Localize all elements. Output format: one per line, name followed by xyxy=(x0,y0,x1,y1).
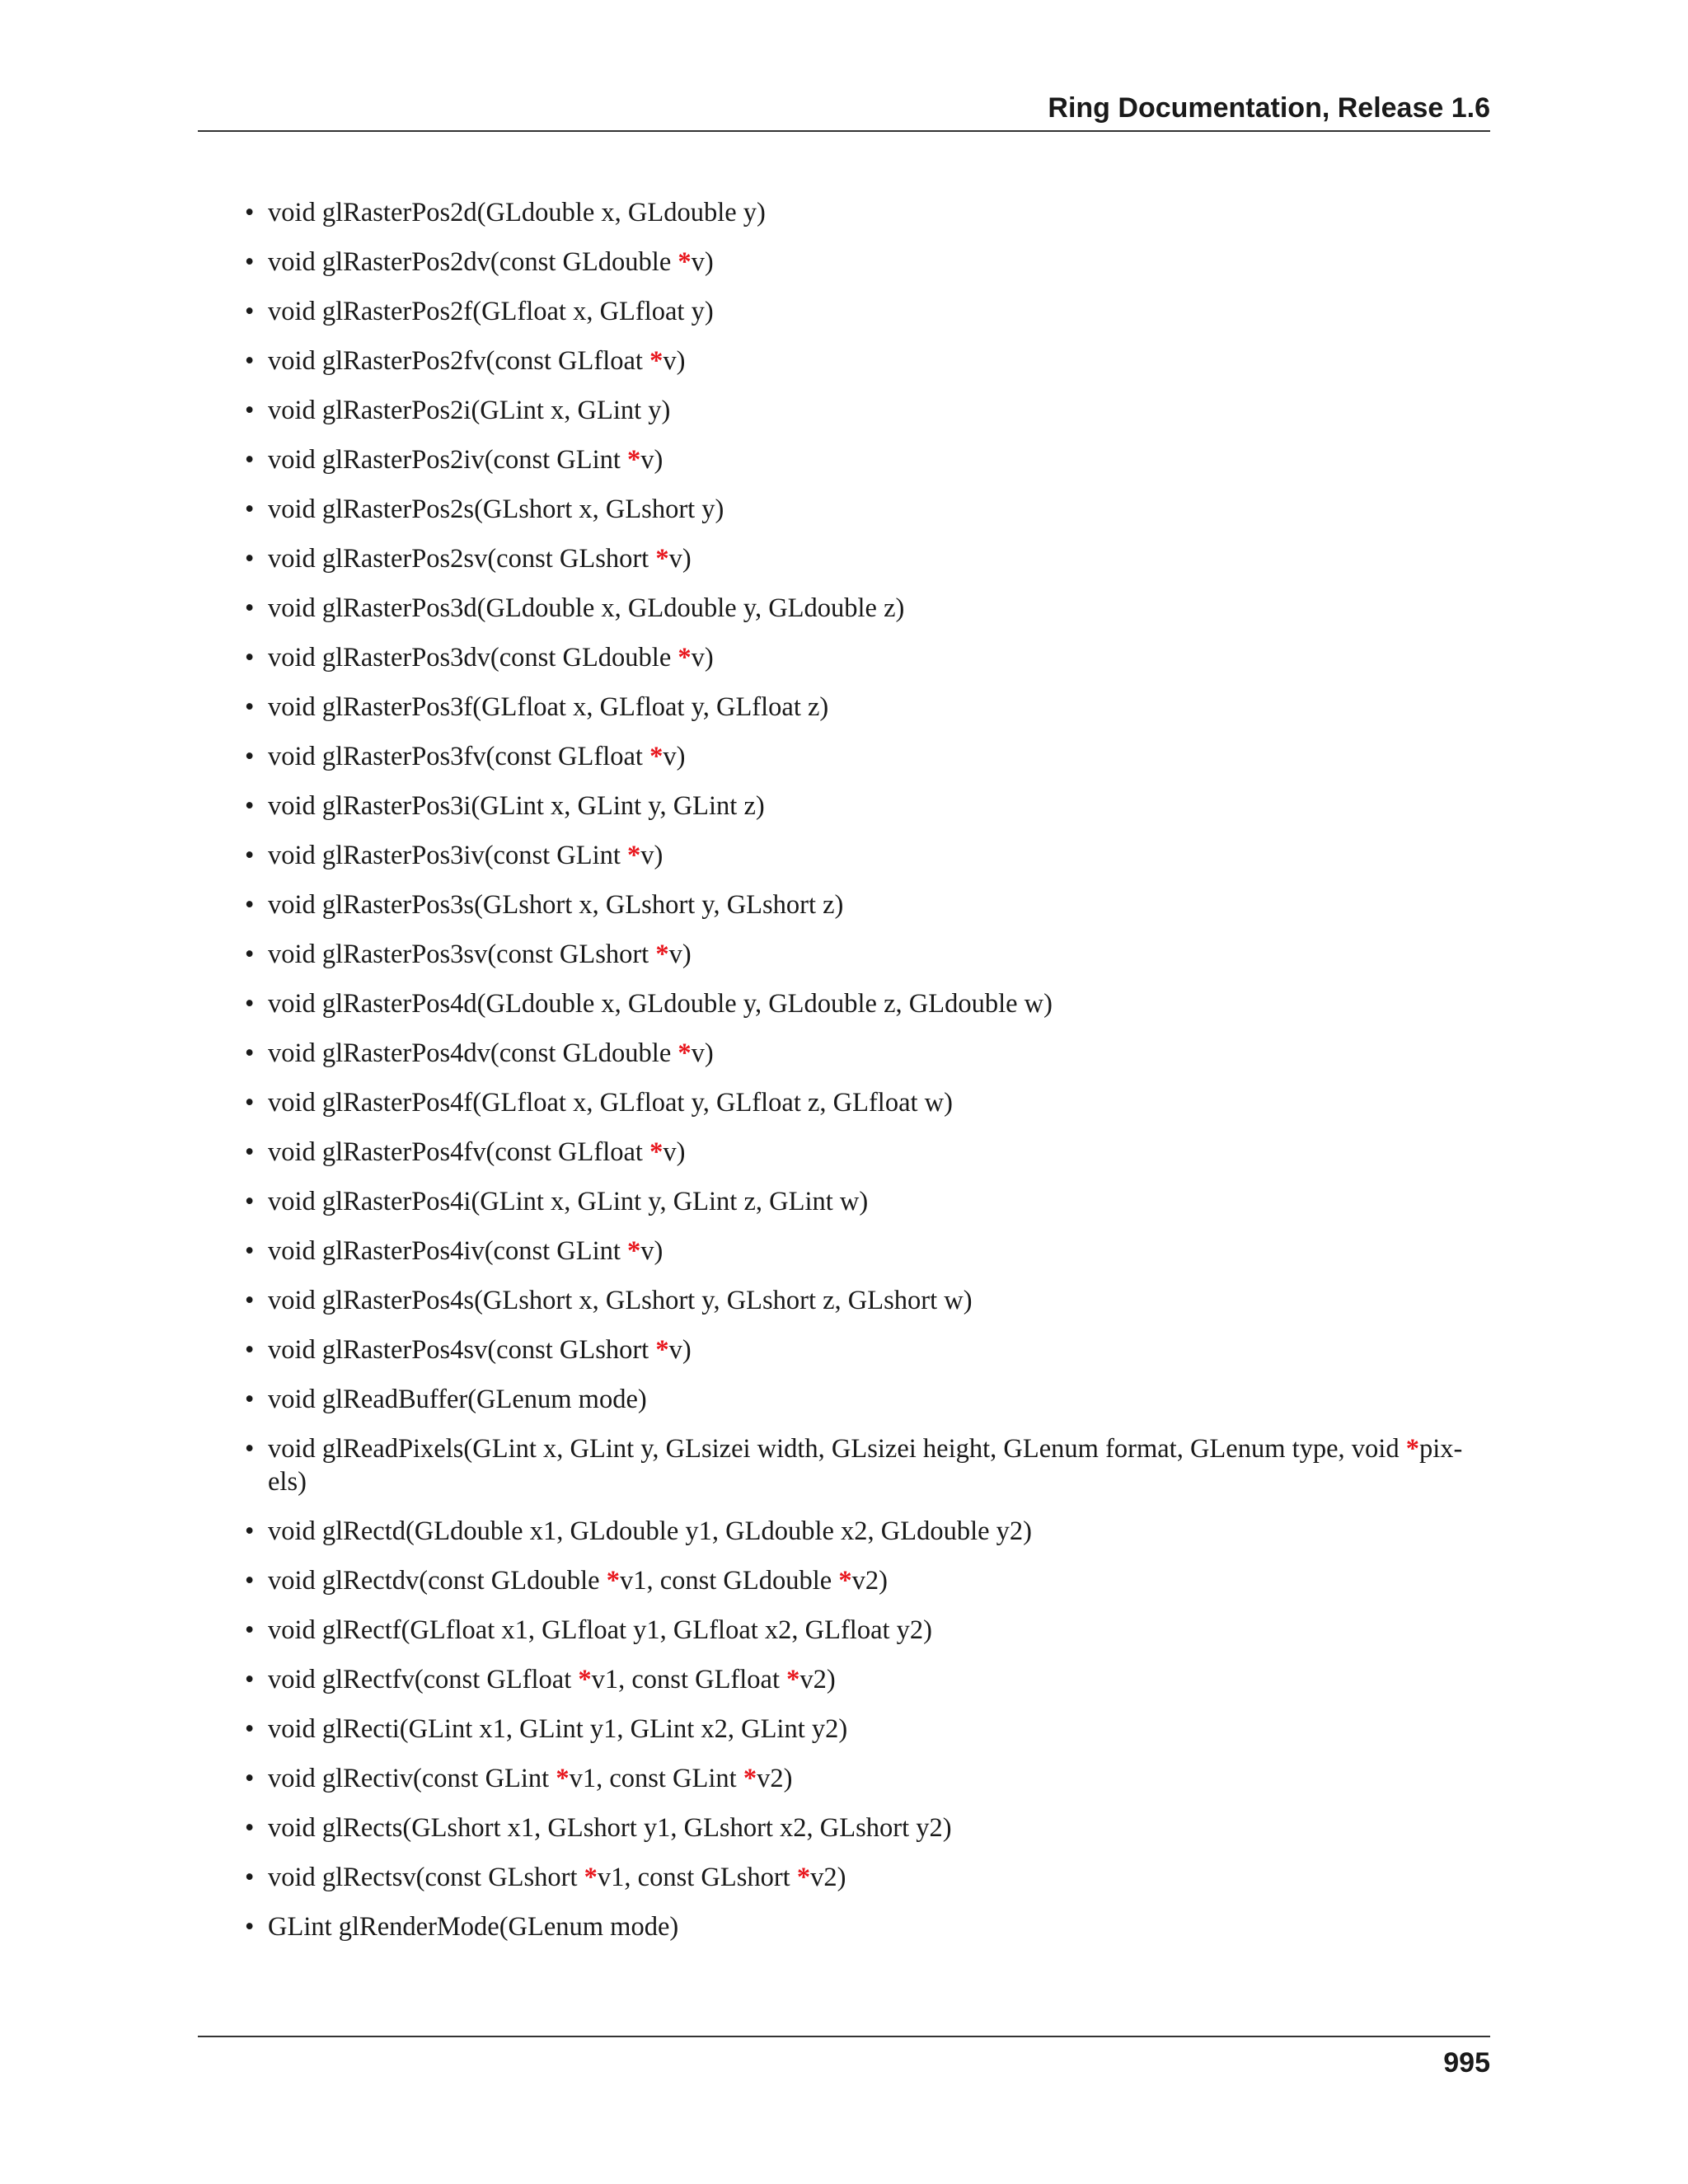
function-signature-list xyxy=(245,196,1492,1960)
list-item xyxy=(245,443,1492,476)
pointer-star: * xyxy=(627,841,641,870)
pointer-star: * xyxy=(678,247,692,277)
bullet-icon: • xyxy=(245,1088,255,1118)
signature-text: v) xyxy=(691,247,714,277)
bullet-icon: • xyxy=(245,1137,255,1167)
list-item xyxy=(245,790,1492,823)
pointer-star: * xyxy=(1405,1434,1419,1464)
bullet-icon: • xyxy=(245,1434,255,1464)
list-item xyxy=(245,641,1492,674)
list-item xyxy=(245,1235,1492,1268)
pointer-star: * xyxy=(556,1764,570,1793)
signature-text: v2) xyxy=(851,1566,888,1596)
bullet-icon: • xyxy=(245,1236,255,1266)
pointer-star: * xyxy=(584,1863,598,1892)
bullet-icon: • xyxy=(245,1566,255,1596)
pointer-star: * xyxy=(649,346,663,376)
bullet-icon: • xyxy=(245,940,255,969)
bullet-icon: • xyxy=(245,1764,255,1793)
pointer-star: * xyxy=(838,1566,852,1596)
signature-text: v2) xyxy=(757,1764,793,1793)
list-item xyxy=(245,1136,1492,1169)
page-header xyxy=(198,91,1490,132)
signature-text: v) xyxy=(668,1335,692,1365)
signature-text: void glRasterPos2dv(const GLdouble xyxy=(268,247,678,277)
signature-text: void glRasterPos3i(GLint x, GLint y, GLint z) xyxy=(268,791,765,821)
list-item xyxy=(245,1086,1492,1119)
list-item xyxy=(245,1432,1492,1498)
signature-text: void glRasterPos4sv(const GLshort xyxy=(268,1335,656,1365)
bullet-icon: • xyxy=(245,989,255,1019)
signature-text: void glRasterPos2fv(const GLfloat xyxy=(268,346,650,376)
signature-text: void glRasterPos2f(GLfloat x, GLfloat y) xyxy=(268,297,714,326)
bullet-icon: • xyxy=(245,643,255,673)
bullet-icon: • xyxy=(245,841,255,870)
signature-text: void glRasterPos4s(GLshort x, GLshort y, GLshort z, GLshort w) xyxy=(268,1286,973,1315)
bullet-icon: • xyxy=(245,742,255,771)
list-item xyxy=(245,344,1492,377)
pointer-star: * xyxy=(649,1137,663,1167)
signature-text: v) xyxy=(668,940,692,969)
signature-text: void glRasterPos3f(GLfloat x, GLfloat y, GLfloat z) xyxy=(268,692,829,722)
pointer-star: * xyxy=(655,940,669,969)
signature-text: v1, const GLint xyxy=(569,1764,743,1793)
page-number: 995 xyxy=(1443,2047,1490,2079)
list-item xyxy=(245,295,1492,328)
signature-text: v1, const GLshort xyxy=(597,1863,797,1892)
pointer-star: * xyxy=(678,643,692,673)
signature-text: void glRasterPos3fv(const GLfloat xyxy=(268,742,650,771)
bullet-icon: • xyxy=(245,593,255,623)
signature-text: v) xyxy=(640,1236,663,1266)
list-item xyxy=(245,888,1492,921)
pointer-star: * xyxy=(627,445,641,475)
list-item xyxy=(245,987,1492,1020)
signature-text: GLint glRenderMode(GLenum mode) xyxy=(268,1912,679,1942)
pointer-star: * xyxy=(578,1665,592,1694)
bullet-icon: • xyxy=(245,494,255,524)
signature-text: void glRasterPos4iv(const GLint xyxy=(268,1236,628,1266)
list-item xyxy=(245,196,1492,229)
bullet-icon: • xyxy=(245,1335,255,1365)
signature-text: void glRectfv(const GLfloat xyxy=(268,1665,579,1694)
signature-text: v2) xyxy=(799,1665,836,1694)
signature-text: void glRasterPos3s(GLshort x, GLshort y, GLshort z) xyxy=(268,890,844,920)
bullet-icon: • xyxy=(245,1516,255,1546)
signature-text: void glRasterPos2i(GLint x, GLint y) xyxy=(268,396,671,425)
list-item xyxy=(245,394,1492,427)
pointer-star: * xyxy=(743,1764,757,1793)
list-item xyxy=(245,938,1492,971)
signature-text: void glRects(GLshort x1, GLshort y1, GLshort x2, GLshort y2) xyxy=(268,1813,952,1843)
signature-text: v1, const GLdouble xyxy=(619,1566,839,1596)
signature-text: void glRasterPos2sv(const GLshort xyxy=(268,544,656,574)
signature-text: void glRasterPos3d(GLdouble x, GLdouble y, GLdouble z) xyxy=(268,593,905,623)
bullet-icon: • xyxy=(245,396,255,425)
list-item xyxy=(245,1762,1492,1795)
signature-text: v2) xyxy=(810,1863,846,1892)
pointer-star: * xyxy=(655,1335,669,1365)
bullet-icon: • xyxy=(245,1813,255,1843)
pointer-star: * xyxy=(606,1566,620,1596)
bullet-icon: • xyxy=(245,791,255,821)
signature-text: void glRasterPos4d(GLdouble x, GLdouble y, GLdouble z, GLdouble w) xyxy=(268,989,1053,1019)
signature-text: void glRasterPos3sv(const GLshort xyxy=(268,940,656,969)
pointer-star: * xyxy=(649,742,663,771)
list-item xyxy=(245,839,1492,872)
pointer-star: * xyxy=(786,1665,800,1694)
bullet-icon: • xyxy=(245,1714,255,1744)
bullet-icon: • xyxy=(245,247,255,277)
signature-text: void glRasterPos3dv(const GLdouble xyxy=(268,643,678,673)
bullet-icon: • xyxy=(245,1665,255,1694)
list-item xyxy=(245,1811,1492,1844)
signature-text: void glRasterPos4f(GLfloat x, GLfloat y, GLfloat z, GLfloat w) xyxy=(268,1088,953,1118)
signature-text: v) xyxy=(663,742,686,771)
list-item xyxy=(245,542,1492,575)
signature-text: void glRectsv(const GLshort xyxy=(268,1863,584,1892)
document-title: Ring Documentation, Release 1.6 xyxy=(1048,92,1490,124)
list-item xyxy=(245,1663,1492,1696)
signature-text: void glRecti(GLint x1, GLint y1, GLint x2, GLint y2) xyxy=(268,1714,848,1744)
list-item xyxy=(245,1910,1492,1943)
pointer-star: * xyxy=(655,544,669,574)
signature-text: v) xyxy=(668,544,692,574)
bullet-icon: • xyxy=(245,890,255,920)
signature-text: v) xyxy=(640,841,663,870)
bullet-icon: • xyxy=(245,1038,255,1068)
list-item xyxy=(245,1037,1492,1070)
signature-text: void glRectd(GLdouble x1, GLdouble y1, GLdouble x2, GLdouble y2) xyxy=(268,1516,1032,1546)
signature-text: v) xyxy=(691,1038,714,1068)
page-footer xyxy=(198,2036,1490,2079)
pointer-star: * xyxy=(678,1038,692,1068)
bullet-icon: • xyxy=(245,1615,255,1645)
list-item xyxy=(245,1713,1492,1746)
list-item xyxy=(245,1564,1492,1597)
signature-text: void glRasterPos4fv(const GLfloat xyxy=(268,1137,650,1167)
bullet-icon: • xyxy=(245,297,255,326)
signature-text: void glReadBuffer(GLenum mode) xyxy=(268,1385,647,1414)
list-item xyxy=(245,1333,1492,1366)
signature-text: void glRectiv(const GLint xyxy=(268,1764,556,1793)
list-item xyxy=(245,1861,1492,1894)
pointer-star: * xyxy=(627,1236,641,1266)
bullet-icon: • xyxy=(245,1286,255,1315)
signature-text: pix-els) xyxy=(268,1434,1463,1497)
signature-text: void glRasterPos2s(GLshort x, GLshort y) xyxy=(268,494,724,524)
bullet-icon: • xyxy=(245,198,255,227)
bullet-icon: • xyxy=(245,1912,255,1942)
signature-text: v1, const GLfloat xyxy=(591,1665,787,1694)
list-item xyxy=(245,1185,1492,1218)
list-item xyxy=(245,1284,1492,1317)
list-item xyxy=(245,493,1492,526)
list-item xyxy=(245,1383,1492,1416)
list-item xyxy=(245,691,1492,724)
bullet-icon: • xyxy=(245,1863,255,1892)
signature-text: void glRasterPos2iv(const GLint xyxy=(268,445,628,475)
list-item xyxy=(245,740,1492,773)
signature-text: v) xyxy=(663,346,686,376)
list-item xyxy=(245,592,1492,625)
list-item xyxy=(245,1515,1492,1548)
bullet-icon: • xyxy=(245,544,255,574)
signature-text: void glRasterPos2d(GLdouble x, GLdouble y) xyxy=(268,198,766,227)
list-item xyxy=(245,1614,1492,1647)
bullet-icon: • xyxy=(245,1385,255,1414)
list-item xyxy=(245,246,1492,279)
signature-text: v) xyxy=(663,1137,686,1167)
bullet-icon: • xyxy=(245,346,255,376)
bullet-icon: • xyxy=(245,1187,255,1216)
signature-text: void glRasterPos4dv(const GLdouble xyxy=(268,1038,678,1068)
bullet-icon: • xyxy=(245,445,255,475)
signature-text: v) xyxy=(691,643,714,673)
signature-text: void glRasterPos4i(GLint x, GLint y, GLint z, GLint w) xyxy=(268,1187,869,1216)
signature-text: void glRasterPos3iv(const GLint xyxy=(268,841,628,870)
signature-text: void glRectdv(const GLdouble xyxy=(268,1566,607,1596)
signature-text: void glRectf(GLfloat x1, GLfloat y1, GLfloat x2, GLfloat y2) xyxy=(268,1615,932,1645)
signature-text: v) xyxy=(640,445,663,475)
bullet-icon: • xyxy=(245,692,255,722)
signature-text: void glReadPixels(GLint x, GLint y, GLsizei width, GLsizei height, GLenum format, GLenum type, void xyxy=(268,1434,1406,1464)
pointer-star: * xyxy=(796,1863,811,1892)
